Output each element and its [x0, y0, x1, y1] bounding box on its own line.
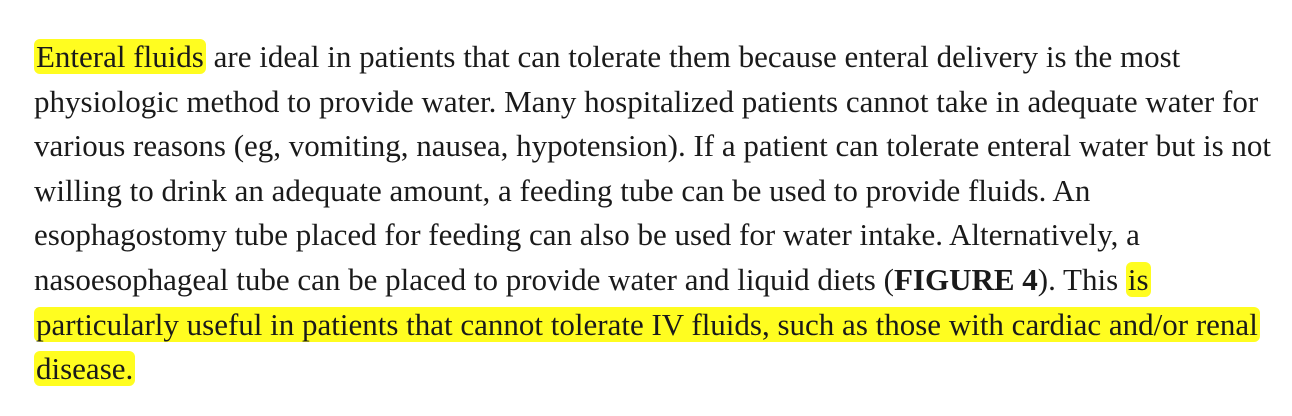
highlight-enteral-fluids: Enteral fluids	[36, 39, 204, 74]
paragraph-text-2: ). This	[1037, 261, 1126, 297]
highlight-useful-clause: is particularly useful in patients that cannot tolerate IV fluids, such as those with cardiac and/or renal disease.	[36, 261, 1258, 387]
body-paragraph	[34, 35, 1274, 392]
paragraph-text-1: are ideal in patients that can tolerate them because enteral delivery is the most physiologic method to provide water. Many hospitalized patients cannot take in adequate water for various reasons (eg, vomiting, nausea, hypotension). If a patient can tolerate enteral water but is not willing to drink an adequate amount, a feeding tube can be used to provide fluids. An esophagostomy tube placed for feeding can also be used for water intake. Alternatively, a nasoesophageal tube can be placed to provide water and liquid diets (	[34, 39, 1272, 297]
figure-reference[interactable]: FIGURE 4	[893, 261, 1038, 297]
